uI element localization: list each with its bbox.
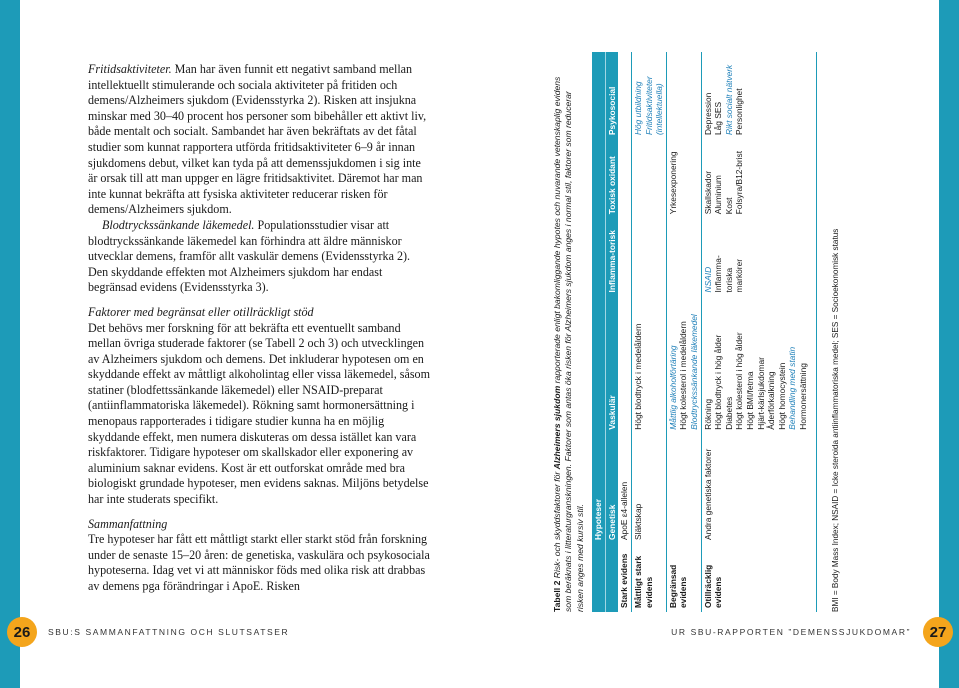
paragraph-lead: Fritidsaktiviteter. — [88, 62, 172, 76]
cell-line: Blodtryckssänkande läkemedel — [688, 314, 699, 430]
table-cell — [618, 218, 631, 296]
table-cell: ApoE ε4-allelen — [619, 481, 630, 540]
table-cell — [632, 139, 667, 218]
header-empty — [592, 544, 605, 612]
table-cell — [666, 296, 701, 433]
paragraph-sammanfattning: Tre hypoteser har fått ett måttligt starkt eller starkt stöd från forskning under de senaste 15–20 åren: de genetiska, vaskulära och psykosociala hypoteserna. Idag vet vi att människor föds med olika risk att drabbas av demens pga förändringar i ApoE. Risken — [88, 532, 430, 593]
cell-line: NSAID — [702, 266, 713, 293]
column-header: Genetisk — [605, 434, 618, 544]
table-cell: Andra genetiska faktorer — [701, 434, 809, 544]
header-hypoteser: Hypoteser — [592, 52, 605, 544]
table-cell — [618, 52, 631, 139]
column-header: Psykosocial — [605, 52, 618, 139]
paragraph-text: Populationsstudier visar att blodtryckssänkande läkemedel kan förhindra att äldre människor utvecklar demens, framför allt vaskulär demens (Evidensstyrka 2). Den skyddande effekten mot Alzheimers sjukdom har endast begränsad evidens (Evidensstyrka 3). — [88, 217, 411, 295]
footer-right: UR SBU-RAPPORTEN ”DEMENSSJUKDOMAR” — [671, 627, 911, 637]
column-header: Inflamma-torisk — [605, 218, 618, 296]
table-cell — [701, 218, 809, 296]
table-cell — [666, 434, 701, 544]
paragraph-fritid — [88, 62, 433, 218]
caption-bold: Alzheimers sjukdom — [552, 385, 562, 470]
cell-line: Personlighet — [734, 88, 745, 136]
footer-left: SBU:S SAMMANFATTNING OCH SLUTSATSER — [48, 627, 290, 637]
paragraph-blodtryck — [88, 218, 433, 296]
rotated-table-block — [552, 52, 888, 612]
hypothesis-table — [592, 52, 809, 612]
row-label: Otillräcklig evidens — [701, 544, 809, 612]
cell-line: Inflamma- toriska markörer — [713, 255, 745, 293]
page-number-right: 27 — [923, 617, 953, 647]
table-caption — [552, 72, 586, 612]
right-edge-bar — [939, 0, 959, 688]
row-label: Begränsad evidens — [666, 544, 701, 612]
table-row — [632, 52, 667, 612]
table-row — [618, 52, 631, 612]
cell-line: Behandling med statin — [787, 346, 798, 430]
caption-lead: Tabell 2 — [552, 580, 562, 612]
table-cell: Skallskador Aluminium Kost Folsyra/B12-brist — [701, 139, 809, 218]
table-cell: Yrkesexponering — [666, 139, 701, 218]
table-cell: Släktskap — [632, 434, 667, 544]
left-page-body — [88, 62, 433, 595]
row-label: Stark evidens — [619, 553, 630, 608]
table-cell: Hög utbildning Fritidsaktiviteter (intellektuella) — [632, 52, 667, 139]
header-empty — [605, 544, 618, 612]
cell-line: Rökning Högt blodtryck i hög ålder Diabetes Högt kolesterol i hög ålder Högt BMI/fetma Hjärt-kärlsjukdomar Åderförkalkning Högt homocystein — [702, 332, 787, 430]
section-heading-faktorer: Faktorer med begränsat eller otillräckligt stöd — [88, 304, 314, 319]
column-header: Toxisk oxidant — [605, 139, 618, 218]
table-bottom-rule — [816, 52, 817, 612]
table-cell — [701, 296, 809, 433]
section-heading-sammanfattning: Sammanfattning — [88, 516, 168, 531]
cell-line: Rikt socialt nätverk — [723, 64, 734, 136]
table-row — [701, 52, 809, 612]
column-header: Vaskulär — [605, 296, 618, 433]
paragraph-lead: Blodtryckssänkande läkemedel. — [102, 217, 255, 232]
cell-line: Depression Låg SES — [702, 92, 724, 136]
table-cell — [666, 52, 701, 139]
cell-line: Måttlig alkoholförtäring — [667, 345, 678, 430]
paragraph-faktorer: Det behövs mer forskning för att bekräfta ett eventuellt samband mellan övriga studerade faktorer (se Tabell 2 och 3) och utvecklingen av Alzheimers sjukdom och demens. Det inkluderar hypotesen om en skyddande effekt av måttligt alkoholintag eller vissa läkemedel, såsom statiner (blodfettssänkande läkemedel) eller NSAID-preparat (antiinflammatoriska läkemedel). Rökning samt hormonersättning i menopaus rapporterades i tidigare studier kunna ha en möjlig skyddande effekt, men numera diskuteras om dessa istället kan vara riskfaktorer. Tidigare hypoteser om skallskador eller exponering av aluminium saknar evidens. Kost är ett outforskat område med bra biologiskt grundade hypoteser, men evidens saknas. Miljöns betydelse har inte studerats specifikt. — [88, 320, 431, 507]
table-cell — [618, 139, 631, 218]
table-cell — [632, 218, 667, 296]
left-edge-bar — [0, 0, 20, 688]
cell-line: Hormonersättning — [797, 363, 808, 430]
table-cell — [618, 296, 631, 433]
table-row — [666, 52, 701, 612]
row-label: Måttligt stark evidens — [632, 544, 667, 612]
table-footnote: BMI = Body Mass Index; NSAID = Icke steroida antiinflammatoriska medel; SES = Socioekonomisk status — [830, 228, 840, 612]
table-cell — [701, 52, 809, 139]
table-cell — [666, 218, 701, 296]
caption-rest: rapporterade enligt bakomliggande hypotes och nuvarande vetenskaplig evidens som beräknats i litteraturgranskningen. Faktorer som antas öka risken för Alzheimers sjukdom anges i normal stil, faktorer som reducerar risken anges med kursiv stil. — [552, 76, 585, 612]
page-number-left: 26 — [7, 617, 37, 647]
table-cell: Högt blodtryck i medelåldern — [632, 296, 667, 433]
caption-mid: Risk- och skyddsfaktorer för — [552, 469, 562, 581]
paragraph-text: Man har även funnit ett negativt samband mellan intellektuellt stimulerande och sociala aktiviteter på fritiden och demens/Alzheimers sjukdom (Evidensstyrka 2). Risken att insjukna minskar med 30–40 procent hos personer som bibehåller ett aktivt liv, både mentalt och socialt. Sambandet har även bekräftats av det fåtal studier som kunnat rapportera utförda fritidsaktiviteter 6–9 år innan sjukdomens debut, vilket kan tyda på att demenssjukdomen i sig inte är orsak till att man uppger en lägre fritidsaktivitet. Däremot har man inte kunnat bekräfta att fysiska aktiviteter reducerar risken för demens/Alzheimers sjukdom. — [88, 62, 427, 217]
cell-line: Högt kolesterol i medelåldern — [678, 321, 689, 430]
